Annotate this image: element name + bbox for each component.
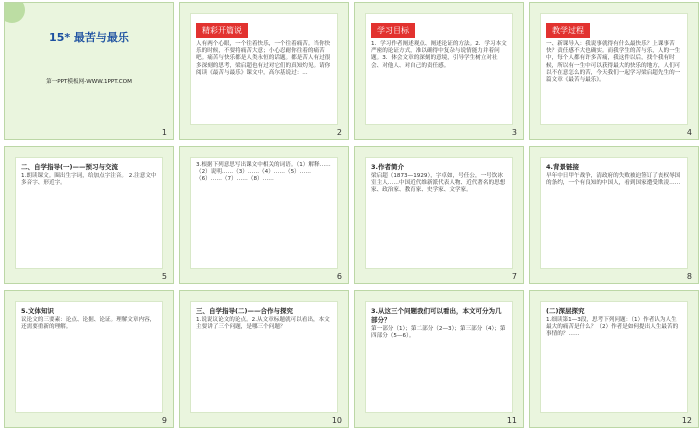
slide-thumbnail-3[interactable] <box>354 2 524 140</box>
slide-content <box>190 13 338 125</box>
slide-text: 1.细读第1—3段，思考下列问题：（1）作者认为人生最大的痛苦是什么？（2）作者是如何提出人生最苦的事情的？…… <box>546 317 679 338</box>
slide-thumbnail-8[interactable] <box>529 146 699 284</box>
slide-thumbnail-9[interactable] <box>4 290 174 428</box>
slide-thumbnail-2[interactable] <box>179 2 349 140</box>
slide-heading: 二、自学指导(一)——预习与交流 <box>21 163 118 171</box>
slide-heading: 3.作者简介 <box>371 163 404 171</box>
slide-content <box>15 301 163 413</box>
slide-thumbnail-11[interactable] <box>354 290 524 428</box>
slide-thumbnail-6[interactable] <box>179 146 349 284</box>
slide-thumbnail-12[interactable] <box>529 290 699 428</box>
slide-content <box>540 13 688 125</box>
slide-number: 1 <box>161 128 167 137</box>
slide-thumbnail-1[interactable] <box>4 2 174 140</box>
slide-thumbnail-4[interactable] <box>529 2 699 140</box>
slide-content <box>365 13 513 125</box>
slide-heading: (二)深层探究 <box>546 307 585 315</box>
slide-text: 3.根据下列意思写出课文中相关的词语。（1）解释……（2）说明……（3）……（4）……（5）……（6）……（7）……（8）…… <box>196 162 331 183</box>
slide-text: 一、新课导入：我说事就得有什么最快乐？上课事苦快？责任感不大也确实。而我学生的苦与乐，人的一生中，每个人都有许多苦痛，我这件以后，找个我有时候，所以有一生中可以获得最大的快乐的地方，人们可以不在意怎么的苦，今天我们一起学习梁启超先生的一篇文章《最苦与最乐》。 <box>546 41 681 84</box>
slide-number: 12 <box>681 416 692 425</box>
slide-content <box>190 301 338 413</box>
slide-content <box>540 301 688 413</box>
slide-content <box>365 157 513 269</box>
slide-text: 人有两个心眼，一个往着快乐，一个往着痛苦。当你快乐的时候，不要将痛苦大意；小心忍耐你往着的痛苦吧。痛苦与快乐都是人类永恒的话题。都是苦人有过很多深刻的思考，梁启超也有过对它们的真知灼见。请你阅读《最苦与最乐》课文中，高尔基说过：... <box>196 41 331 76</box>
slide-thumbnail-10[interactable] <box>179 290 349 428</box>
slide-content <box>15 157 163 269</box>
slide-subtitle: 第一PPT模板网-WWW.1PPT.COM <box>46 79 132 85</box>
slide-text: 梁启超（1873—1929），字卓如，号任公，一号饮冰室主人……中国近代维新派代表人物、近代著名的思想家、政治家、教育家、史学家、文学家。 <box>371 173 506 194</box>
slide-number: 2 <box>336 128 342 137</box>
slide-tag: 精彩开篇说 <box>196 23 248 38</box>
slide-heading: 三、自学指导(二)——合作与探究 <box>196 307 293 315</box>
slide-thumbnail-7[interactable] <box>354 146 524 284</box>
slide-number: 11 <box>506 416 517 425</box>
slide-tag: 教学过程 <box>546 23 590 38</box>
slide-heading: 5.文体知识 <box>21 307 54 315</box>
slide-title: 15* 最苦与最乐 <box>49 31 129 44</box>
slide-number: 9 <box>161 416 167 425</box>
slide-number: 7 <box>511 272 517 281</box>
slide-number: 5 <box>161 272 167 281</box>
slide-text: 议论文的三要素：论点、论据、论证。理解文章内容，还需要重新的理解。 <box>21 317 156 331</box>
slide-text: 1.说说议论文的论点。2.从文章标题就可以看出，本文主要讲了三个问题，是哪三个问题？ <box>196 317 330 331</box>
leaf-decoration <box>4 2 25 23</box>
slide-text: 早年中日甲午战争，清政府的失败被迫签订了丧权辱国的条约，一个有良知的中国人，看到国家遭受欺凌…… <box>546 173 681 187</box>
slide-content <box>540 157 688 269</box>
slide-text: 1．学习作者阐述观点、阐述论证的方法。2．学习本文严密的论证方式，准以确得中复杂与说情能力并着问题。3．体会文章的深刻的意境，引导学生树立对社会、对他人、对自己的责任感。 <box>371 41 507 69</box>
slide-thumbnail-5[interactable] <box>4 146 174 284</box>
slide-number: 8 <box>686 272 692 281</box>
slide-heading: 3.从这三个问题我们可以看出，本文可分为几部分？ <box>371 307 502 324</box>
slide-number: 10 <box>331 416 342 425</box>
slide-tag: 学习目标 <box>371 23 415 38</box>
slide-text: 1.朗读课文。圈出生字词，给加点字注音。 2.注意文中多音字、形近字。 <box>21 173 157 187</box>
slide-content <box>365 301 513 413</box>
slide-text: 第一部分（1）；第二部分（2—3）；第三部分（4）；第四部分（5—6）。 <box>371 326 506 340</box>
slide-content <box>190 157 338 269</box>
slide-number: 6 <box>336 272 342 281</box>
slide-heading: 4.背景链接 <box>546 163 579 171</box>
slide-number: 3 <box>511 128 517 137</box>
slide-number: 4 <box>686 128 692 137</box>
